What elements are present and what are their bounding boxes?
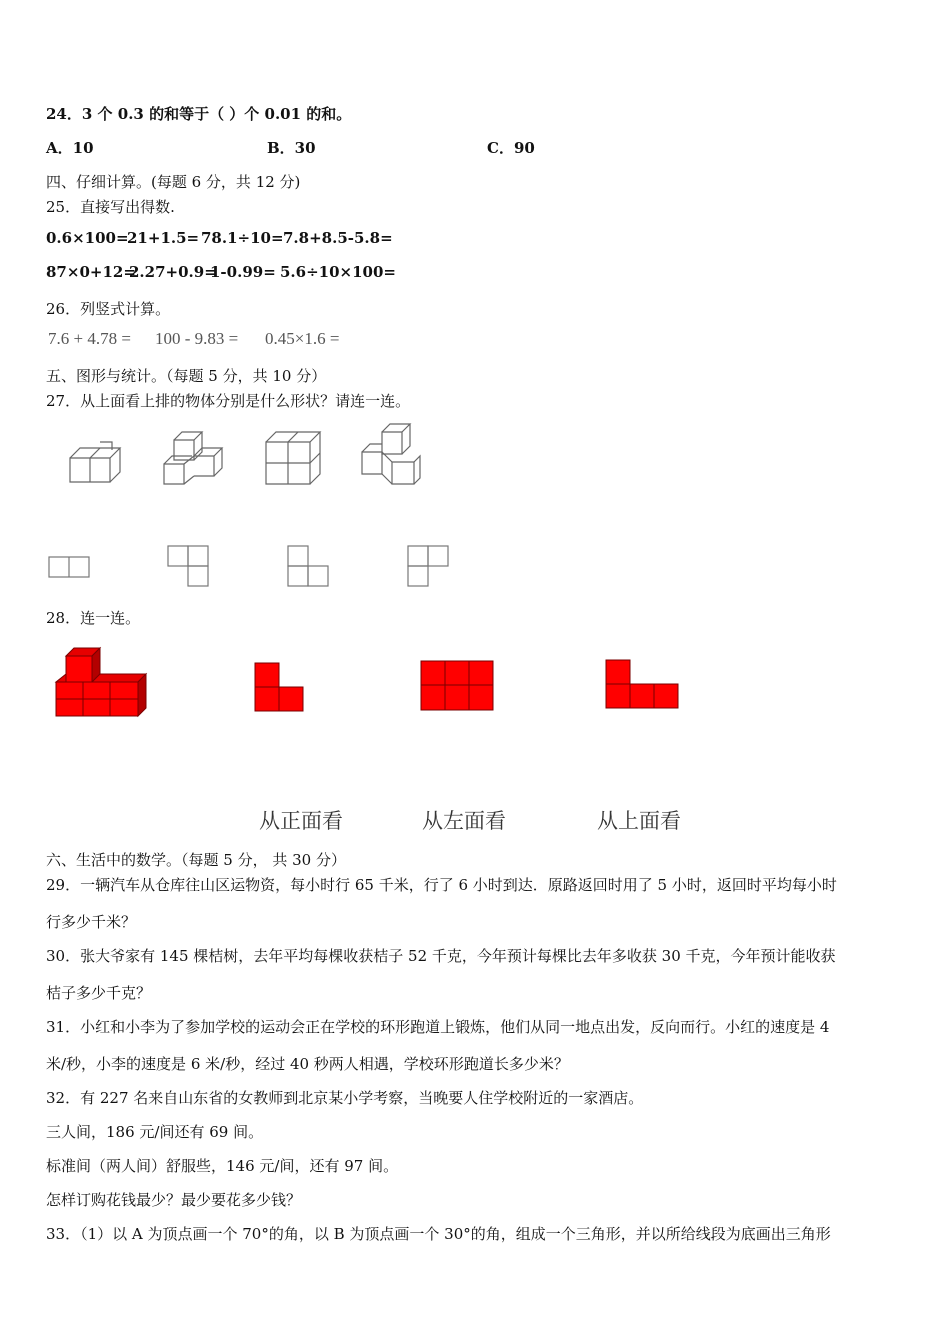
q25-expr: 21+1.5= — [127, 229, 200, 247]
q26-expr: 100 - 9.83 = — [155, 329, 239, 348]
q24-option-c: C．90 — [487, 139, 535, 157]
view-left-label: 从左面看 — [422, 809, 506, 833]
q28-title: 28．连一连。 — [46, 609, 141, 627]
q24-stem: 24．3 个 0.3 的和等于（ ）个 0.01 的和。 — [46, 105, 352, 123]
view-top-label: 从上面看 — [597, 809, 681, 833]
q26-title: 26．列竖式计算。 — [46, 300, 171, 318]
q28-red-view-1 — [254, 662, 306, 714]
q29-line-2: 行多少千米？ — [46, 913, 137, 931]
q27-top-view-3 — [287, 545, 329, 587]
q27-object-2 — [160, 426, 230, 492]
q32-line-1: 32．有 227 名来自山东省的女教师到北京某小学考察，当晚要人住学校附近的一家酒店。 — [46, 1089, 644, 1107]
q25-expr: 78.1÷10= — [201, 229, 284, 247]
q27-top-view-2 — [167, 545, 209, 587]
q27-top-view-4 — [407, 545, 449, 587]
q25-expr: 2.27+0.9= — [129, 263, 217, 281]
q27-object-4 — [358, 420, 428, 490]
q32-line-2: 三人间，186 元/间还有 69 间。 — [46, 1123, 264, 1141]
q28-red-view-3 — [605, 659, 681, 711]
q31-line-1: 31．小红和小李为了参加学校的运动会正在学校的环形跑道上锻炼，他们从同一地点出发，反向而行。小红的速度是 4 — [46, 1018, 830, 1036]
q25-expr: 7.8+8.5-5.8= — [283, 229, 393, 247]
q25-expr: 0.6×100= — [46, 229, 129, 247]
q27-object-1 — [62, 436, 132, 492]
q33-line-1: 33．（1）以 A 为顶点画一个 70°的角，以 B 为顶点画一个 30°的角，组成一个三角形，并以所给线段为底画出三角形 — [46, 1225, 831, 1243]
q28-red-block-3d — [52, 648, 152, 720]
q30-line-2: 桔子多少千克？ — [46, 984, 152, 1002]
q26-expr: 7.6 + 4.78 = — [48, 329, 131, 348]
view-front-label: 从正面看 — [259, 809, 343, 833]
q25-title: 25．直接写出得数. — [46, 198, 175, 216]
q28-red-view-2 — [420, 660, 494, 712]
section-6-title: 六、生活中的数学。（每题 5 分， 共 30 分） — [46, 851, 346, 869]
q29-line-1: 29．一辆汽车从仓库往山区运物资，每小时行 65 千米，行了 6 小时到达．原路返回时用了 5 小时，返回时平均每小时 — [46, 876, 837, 894]
q32-line-4: 怎样订购花钱最少？最少要花多少钱？ — [46, 1191, 302, 1209]
q25-expr: 87×0+12= — [46, 263, 136, 281]
section-5-title: 五、图形与统计。（每题 5 分，共 10 分） — [46, 367, 327, 385]
q30-line-1: 30．张大爷家有 145 棵桔树，去年平均每棵收获桔子 52 千克，今年预计每棵比去年多收获 30 千克，今年预计能收获 — [46, 947, 836, 965]
q27-object-3 — [262, 428, 326, 490]
q24-option-a: A．10 — [46, 139, 94, 157]
section-4-title: 四、仔细计算。(每题 6 分，共 12 分) — [46, 173, 301, 191]
q25-expr: 5.6÷10×100= — [280, 263, 396, 281]
q27-title: 27．从上面看上排的物体分别是什么形状？请连一连。 — [46, 392, 411, 410]
q25-expr: 1-0.99= — [210, 263, 276, 281]
q24-option-b: B．30 — [267, 139, 316, 157]
q26-expr: 0.45×1.6 = — [265, 329, 340, 348]
q32-line-3: 标准间（两人间）舒服些，146 元/间，还有 97 间。 — [46, 1157, 399, 1175]
q31-line-2: 米/秒，小李的速度是 6 米/秒，经过 40 秒两人相遇，学校环形跑道长多少米？ — [46, 1055, 569, 1073]
q27-top-view-1 — [48, 556, 90, 578]
